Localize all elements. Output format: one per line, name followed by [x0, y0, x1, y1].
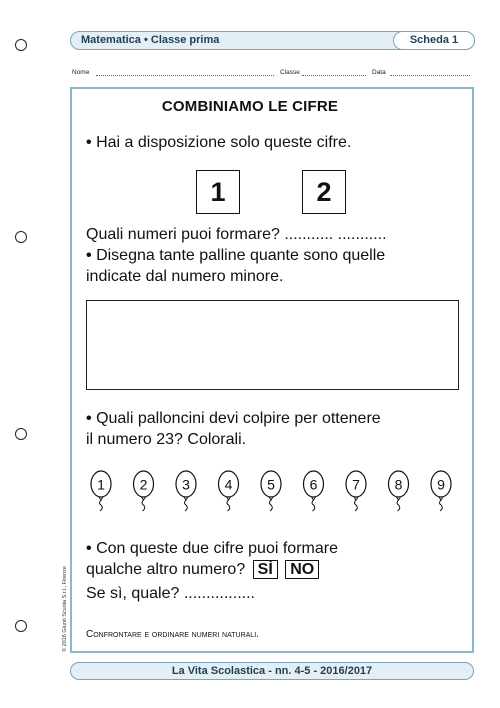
digit-card-1: 1: [196, 170, 240, 214]
binder-hole-lower-middle: [15, 428, 27, 440]
learning-objective: Confrontare e ordinare numeri naturali.: [86, 629, 259, 640]
header-bar: [70, 31, 475, 50]
binder-hole-upper-middle: [15, 231, 27, 243]
balloon-label: 1: [97, 476, 105, 493]
instruction-2-text: Disegna tante palline quante sono quelle: [96, 247, 386, 264]
bullet-1: •: [86, 134, 92, 151]
instruction-1-text: Hai a disposizione solo queste cifre.: [96, 134, 352, 151]
balloon-4[interactable]: [219, 471, 239, 511]
bullet-2: •: [86, 247, 92, 264]
header-title: Matematica • Classe prima: [81, 34, 220, 46]
balloon-2[interactable]: [134, 471, 154, 511]
data-field[interactable]: [390, 75, 470, 76]
balloon-label: 6: [309, 476, 318, 493]
worksheet-title: COMBINIAMO LE CIFRE: [161, 98, 339, 115]
balloon-6[interactable]: [304, 471, 324, 511]
footer-bar: La Vita Scolastica - nn. 4-5 - 2016/2017: [70, 662, 474, 680]
balloon-label: 7: [352, 476, 360, 493]
instruction-1: [86, 132, 351, 153]
instruction-2-text-cont: indicate dal numero minore.: [86, 268, 284, 285]
data-label: Data: [372, 69, 386, 76]
no-box[interactable]: NO: [285, 560, 319, 579]
balloon-7[interactable]: [346, 471, 366, 511]
balloon-label: 3: [182, 476, 190, 493]
classe-label: Classe: [280, 69, 300, 76]
sheet-number: Scheda 1: [393, 31, 475, 50]
balloon-label: 2: [139, 476, 148, 493]
binder-hole-bottom: [15, 620, 27, 632]
instruction-3-text-cont: il numero 23? Colorali.: [86, 431, 247, 448]
yes-box[interactable]: SÌ: [253, 560, 278, 579]
question-numbers[interactable]: Quali numeri puoi formare? ........... ...........: [86, 226, 387, 243]
instruction-4-text-cont: qualche altro numero?: [86, 561, 246, 578]
copyright-credit: © 2016 Giunti Scuola S.r.l., Firenze: [62, 566, 68, 652]
drawing-area[interactable]: [86, 300, 459, 390]
nome-label: Nome: [72, 69, 90, 76]
balloon-9[interactable]: [431, 471, 451, 511]
balloon-label: 4: [224, 476, 233, 493]
balloon-5[interactable]: [261, 471, 281, 511]
balloon-1[interactable]: [91, 471, 111, 511]
balloon-label: 5: [267, 476, 275, 493]
balloon-label: 8: [394, 476, 403, 493]
balloon-label: 9: [437, 476, 445, 493]
balloon-3[interactable]: [176, 471, 196, 511]
nome-field[interactable]: [96, 75, 274, 76]
instruction-3: [86, 408, 381, 450]
instruction-3-text: Quali palloncini devi colpire per ottenere: [96, 410, 381, 427]
balloon-8[interactable]: [389, 471, 409, 511]
bullet-4: •: [86, 540, 92, 557]
instruction-4-text: Con queste due cifre puoi formare: [96, 540, 338, 557]
instruction-2: [86, 245, 385, 287]
classe-field[interactable]: [302, 75, 366, 76]
binder-hole-top: [15, 39, 27, 51]
balloon-row: [86, 466, 459, 526]
bullet-3: •: [86, 410, 92, 427]
instruction-4: [86, 538, 338, 580]
digit-card-2: 2: [302, 170, 346, 214]
question-which[interactable]: Se sì, quale? ................: [86, 585, 255, 602]
